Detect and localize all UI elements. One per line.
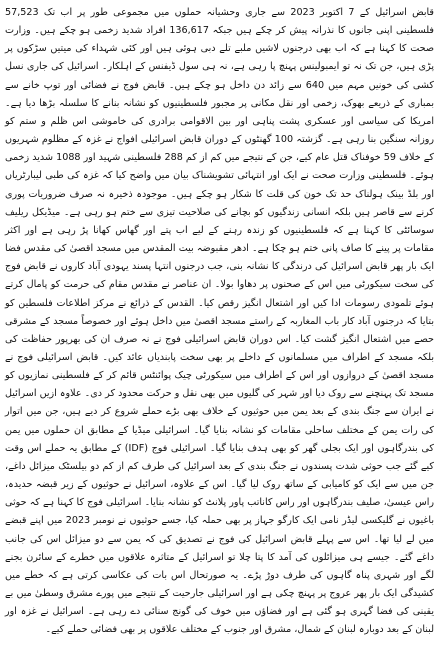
article-paragraph: قابض اسرائیل کے 7 اکتوبر 2023 سے جاری وحشیانہ حملوں میں مجموعی طور پر اب تک 57,523 فلسطینی اپنی جانوں کا نذرانہ پیش کر چکے ہیں جبکہ 136,617 افراد شدید زخمی ہو چکے ہیں۔ وزارت صحت کا کہنا ہے کہ اب بھی درجنوں لاشیں ملبے تلے دبی ہوئی ہیں اور کئی شہداء کی میتیں سڑکوں پر پڑی ہیں، جن تک نہ تو ایمبولینس پہنچ پا رہی ہے، نہ ہی سول ڈیفنس کے اہلکار۔ اسرائیل کی جاری نسل کشی کی خونیں مہم میں 640 سے زائد دن داخل ہو چکے ہیں۔ قابض فوج نے فضائی اور توپ خانے سے بمباری کے ذریعے بھوک، زخمی اور نقل مکانی پر مجبور فلسطینیوں کو نشانہ بنانے کا سلسلہ بڑھا دیا ہے۔ امریکا کی سیاسی اور عسکری پشت پناہی اور بین الاقوامی برادری کی خاموشی اس ظلم و ستم کو روزانہ سنگین بنا رہی ہے۔ گزشتہ 100 گھنٹوں کے دوران قابض اسرائیلی افواج نے غزہ کے مظلوم شہریوں کے خلاف 59 خوفناک قتل عام کیے، جن کے نتیجے میں کم از کم 288 فلسطینی شہید اور 1088 شدید زخمی ہوئے۔ فلسطینی وزارت صحت نے ایک اور انتہائی تشویشناک بیان میں واضح کیا کہ غزہ کی طبی لیبارٹریاں اور بلڈ بینک ہولناک حد تک خون کی قلت کا شکار ہو چکے ہیں۔ موجودہ ذخیرہ نہ صرف ضروریات پوری کرنے سے قاصر ہیں بلکہ انسانی زندگیوں کو بچانے کی صلاحیت تیزی سے ختم ہو رہی ہے۔ میڈیکل ریلیف سوسائٹی کا کہنا ہے کہ فلسطینیوں کو زندہ رہنے کے لیے اب پتے اور گھاس کھانا پڑ رہی ہے اور اکثر مقامات پر پینے کا صاف پانی ختم ہو چکا ہے۔ ادھر مقبوضہ بیت المقدس میں مسجد اقصیٰ کی مقدس فضا ایک بار پھر قابض اسرائیل کی درندگی کا نشانہ بنی، جب درجنوں انتہا پسند یہودی آباد کاروں نے قابض فوج کی سخت سیکورٹی میں اس کے صحنوں پر دھاوا بولا۔ ان عناصر نے مقدس مقام کی حرمت کو پامال کرتے ہوئے تلمودی رسومات ادا کیں اور اشتعال انگیز رقص کیا۔ القدس کے ذرائع نے مرکز اطلاعات فلسطین کو بتایا کہ درجنوں آباد کار باب المغاربہ کے راستے مسجد اقصیٰ میں داخل ہوئے اور خصوصاً مسجد کے مشرقی حصے میں اشتعال انگیز گشت کیا۔ اس دوران قابض اسرائیلی فوج نے نہ صرف ان کی بھرپور حفاظت کی بلکہ مسجد کے اطراف میں مسلمانوں کے داخلے پر بھی سخت پابندیاں عائد کیں۔ قابض اسرائیلی فوج نے مسجد اقصیٰ کے دروازوں اور اس کے اطراف میں سیکورٹی چیک پوائنٹس قائم کر کے فلسطینی نمازیوں کو مسجد تک پہنچنے سے روک دیا اور شہر کی گلیوں میں بھی نقل و حرکت محدود کر دی۔ علاوہ ازیں اسرائیل نے ایران سے جنگ بندی کے بعد یمن میں حوثیوں کے خلاف بھی بڑے حملے شروع کر دیے ہیں، جن میں اتوار کی رات یمن کے مختلف ساحلی مقامات کو نشانہ بنایا گیا۔ اسرائیلی میڈیا کے مطابق ان حملوں میں یمن کی بندرگاہوں اور ایک بجلی گھر کو بھی ہدف بنایا گیا۔ اسرائیلی فوج (IDF) کے مطابق یہ حملے اس وقت کیے گئے جب حوثی شدت پسندوں نے جنگ بندی کے بعد اسرائیل کی طرف کم از کم دو بیلسٹک میزائل داغے، جن میں سے ایک کو کامیابی کے ساتھ روک لیا گیا۔ اس کے علاوہ، اسرائیل نے حوثیوں کے زیر قبضہ حدیدہ، راس عیسیٰ، صلیف بندرگاہوں اور راس کاناتب پاور پلانٹ کو نشانہ بنایا۔ اسرائیلی فوج کا کہنا ہے کہ حوثی باغیوں نے گلیکسی لیڈر نامی ایک کارگو جہاز پر بھی حملہ کیا، جسے حوثیوں نے نومبر 2023 میں اپنے قبضے میں لے لیا تھا۔ اس سے پہلے قابض اسرائیل کی فوج نے تصدیق کی کہ یمن سے دو میزائل اس کی جانب داغے گئے۔ جیسے ہی میزائلوں کی آمد کا پتا چلا تو اسرائیل کے متاثرہ علاقوں میں خطرے کے سائرن بجنے لگے اور شہری پناہ گاہوں کی طرف دوڑ پڑے۔ یہ صورتحال اس بات کی عکاسی کرتی ہے کہ خطے میں کشیدگی ایک بار پھر عروج پر پہنچ چکی ہے اور اسرائیلی جارحیت کے نتیجے میں پورے مشرق وسطیٰ میں بے یقینی کی فضا گہری ہو گئی ہے اور فضاؤں میں خوف کی گونج سنائی دے رہی ہے۔ اسرائیل نے غزہ اور لبنان کے بعد دوبارہ لبنان کے شمال، مشرق اور جنوب کے مختلف علاقوں پر بھی فضائی حملے کیے۔ (5, 7, 435, 636)
news-article (5, 4, 434, 639)
